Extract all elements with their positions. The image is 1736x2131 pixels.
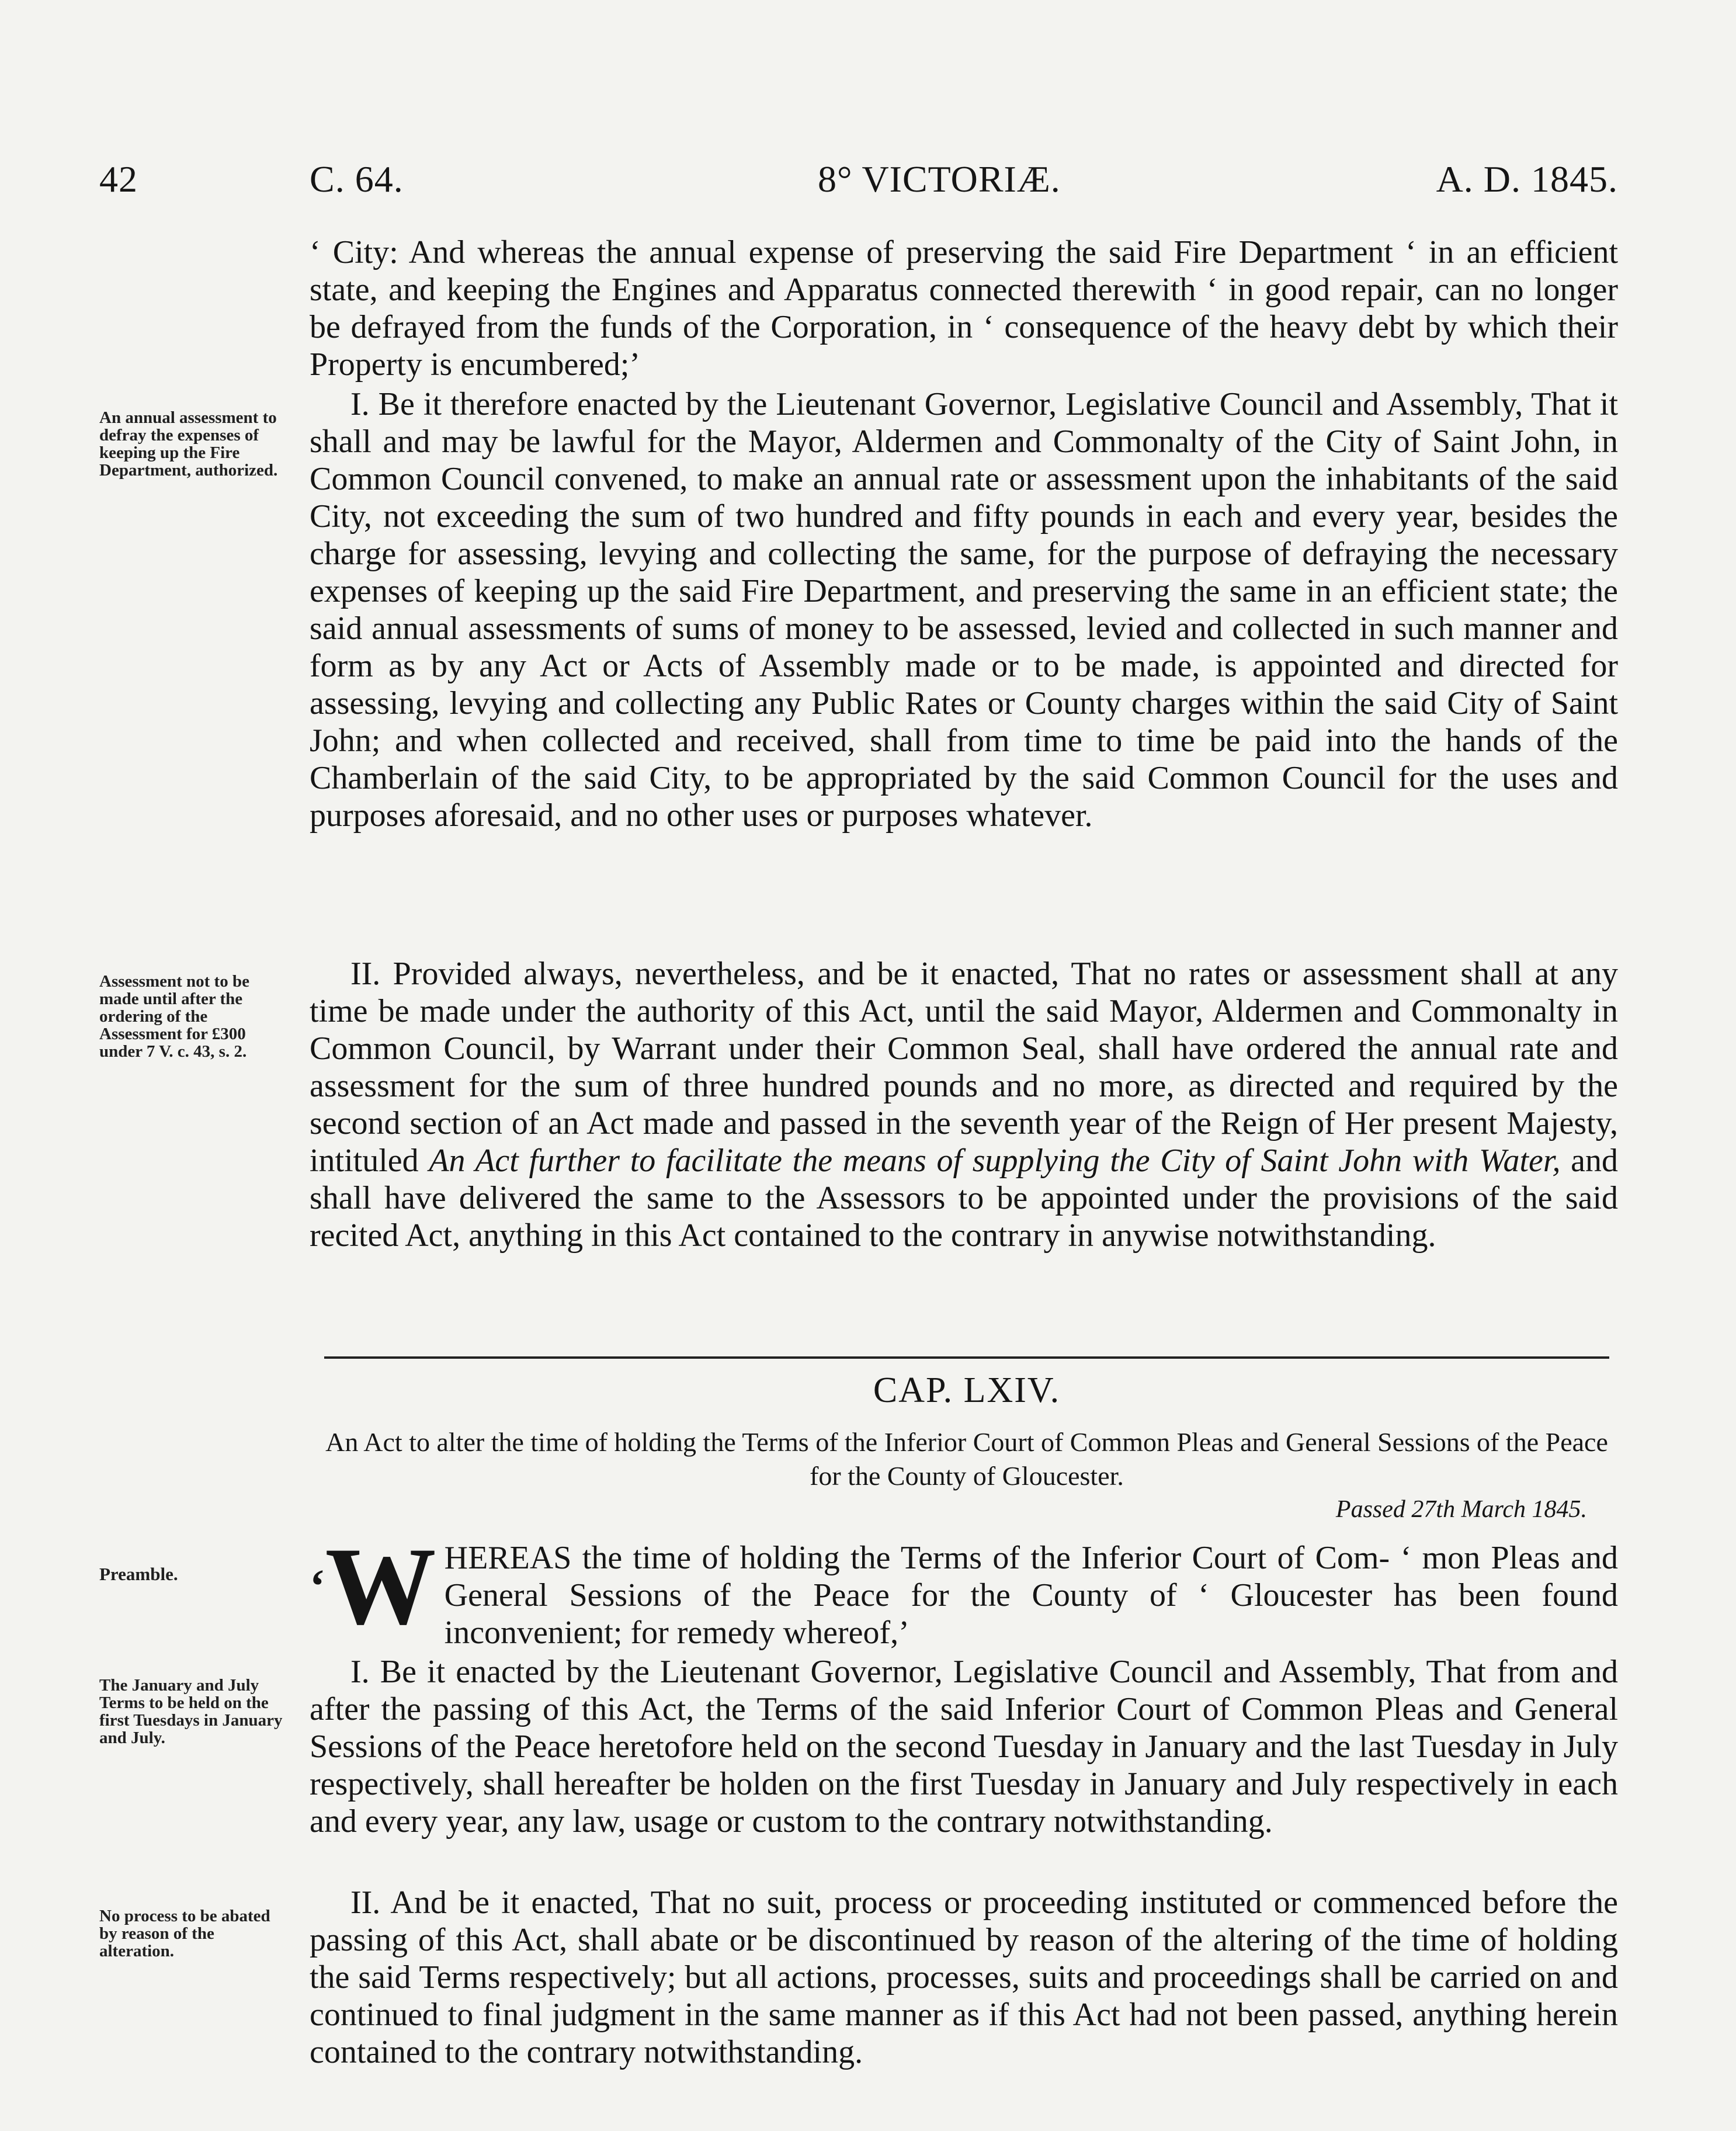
chapter-number: C. 64.: [310, 158, 404, 200]
regnal-title: 8° VICTORIÆ.: [818, 158, 1061, 200]
new-act-preamble: [310, 1525, 1618, 1651]
new-section-1-text: I. Be it enacted by the Lieutenant Governor, Legislative Council and Assembly, That from and after the passing of this Act, the Terms of the said Inferior Court of Common Pleas and General Sessions of the Peace heretofore held on the second Tuesday in January and the last Tuesday in July respectively, shall hereafter be holden on the first Tuesday in January and July respectively in each and every year, any law, usage or custom to the contrary notwithstanding.: [310, 1654, 1618, 1840]
header-year: A. D. 1845.: [1436, 158, 1618, 200]
running-header: [99, 158, 1618, 210]
cap-title: CAP. LXIV.: [873, 1370, 1061, 1410]
preamble-paragraph: [310, 1525, 1618, 1651]
passed-date: Passed 27th March 1845.: [1335, 1496, 1587, 1523]
prev-act-preamble-end: [310, 234, 1618, 383]
section-2-paragraph: [310, 955, 1618, 1254]
recited-act-title: An Act further to facilitate the means of supplying the City of Saint John with Water,: [429, 1143, 1561, 1179]
section-divider: [324, 1356, 1609, 1359]
act-description: An Act to alter the time of holding the Terms of the Inferior Court of Common Pleas and General Sessions of the Peace for the County of Gloucester.: [325, 1427, 1608, 1491]
margin-note-terms: The January and July Terms to be held on the first Tuesdays in January and July.: [99, 1676, 283, 1747]
section-2-text-a: II. Provided always, nevertheless, and be it enacted, That no rates or assessment shall at any time be made under the authority of this Act, until the said Mayor, Aldermen and Commonalty in Common Council, by Warrant under their Common Seal, shall have ordered the annual rate and assessment for the sum of three hundred pounds and no more, as directed and required by the second section of an Act made and passed in the seventh year of the Reign of Her present Majesty, intituled: [310, 956, 1618, 1179]
preamble-end-text: ‘ City: And whereas the annual expense of preserving the said Fire Department ‘ in an efficient state, and keeping the Engines and Apparatus connected therewith ‘ in good repair, can no longer be defrayed from the funds of the Corporation, in ‘ consequence of the heavy debt by which their Property is encumbered;’: [310, 234, 1618, 383]
prev-act-section-2: [310, 955, 1618, 1254]
margin-note-no-abatement: No process to be abated by reason of the alteration.: [99, 1907, 270, 1960]
new-act-section-2: [310, 1884, 1618, 2071]
new-act-section-1: [310, 1653, 1618, 1840]
prev-act-section-1: [310, 386, 1618, 834]
section-1-text: I. Be it therefore enacted by the Lieutenant Governor, Legislative Council and Assembly, That it shall and may be lawful for the Mayor, Aldermen and Commonalty of the City of Saint John, in Common Council convened, to make an annual rate or assessment upon the inhabitants of the said City, not exceeding the sum of two hundred and fifty pounds in each and every year, besides the charge for assessing, levying and collecting the same, for the purpose of defraying the necessary expenses of keeping up the said Fire Department, and preserving the same in an efficient state; the said annual assessments of sums of money to be assessed, levied and collected in such manner and form as by any Act or Acts of Assembly made or to be made, is appointed and directed for assessing, levying and collecting any Public Rates or County charges within the said City of Saint John; and when collected and received, shall from time to time be paid into the hands of the Chamberlain of the said City, to be appropriated by the said Common Council for the uses and purposes aforesaid, and no other uses or purposes whatever.: [310, 386, 1618, 834]
preamble-text: HEREAS the time of holding the Terms of the Inferior Court of Com- ‘ mon Pleas and General Sessions of the Peace for the County of ‘ Gloucester has been found inconvenient; for remedy whereof,’: [444, 1540, 1618, 1651]
new-section-2-text: II. And be it enacted, That no suit, process or proceeding instituted or commenced before the passing of this Act, shall abate or be discontinued by reason of the altering of the time of holding the said Terms respectively; but all actions, processes, suits and proceedings shall be carried on and continued to final judgment in the same manner as if this Act had not been passed, anything herein contained to the contrary notwithstanding.: [310, 1884, 1618, 2070]
preamble-open-quote: ‘: [310, 1561, 325, 1612]
margin-note-preamble: Preamble.: [99, 1564, 178, 1584]
margin-note-assessment-limit: Assessment not to be made until after the ordering of the Assessment for £300 under 7 V. c. 43, s. 2.: [99, 972, 249, 1061]
margin-note-annual-assessment: An annual assessment to defray the expenses of keeping up the Fire Department, authorized.: [99, 408, 278, 480]
page-number: 42: [99, 158, 138, 200]
drop-cap-letter: [310, 1525, 436, 1648]
section-2-text-b: and shall have delivered the same to the Assessors to be appointed under the provisions of the said recited Act, anything in this Act contained to the contrary in anywise notwithstanding.: [310, 1143, 1618, 1254]
drop-cap-w: W: [325, 1525, 436, 1648]
